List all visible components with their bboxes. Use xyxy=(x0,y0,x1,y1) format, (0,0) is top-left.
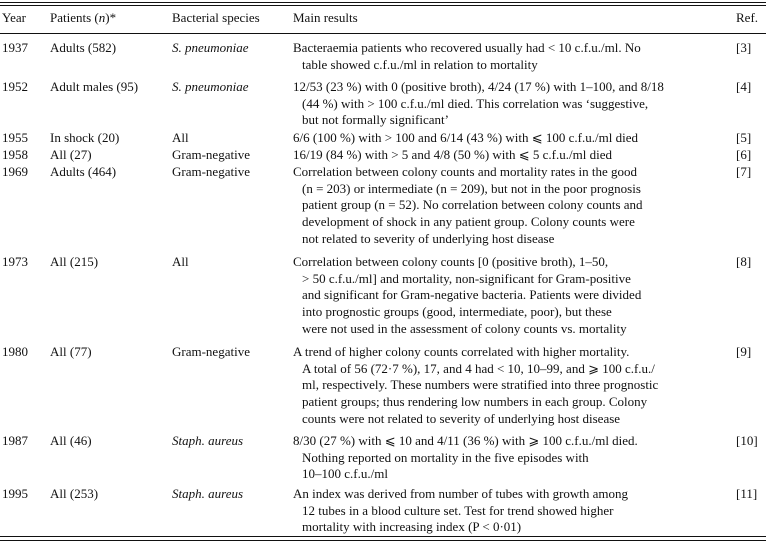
cell-results xyxy=(293,254,733,338)
cell-year: 1995 xyxy=(2,486,28,501)
result-line: mortality with increasing index (P < 0·01) xyxy=(302,519,522,535)
cell-patients: All (77) xyxy=(50,344,92,359)
result-line: not related to severity of underlying host disease xyxy=(302,230,555,246)
header-patients: Patients (n)* xyxy=(50,10,117,25)
result-line: counts were not related to severity of underlying host disease xyxy=(302,410,621,426)
cell-patients: All (253) xyxy=(50,486,99,501)
result-line: (n = 203) or intermediate (n = 209), but not in the poor prognosis xyxy=(302,180,641,196)
cell-results xyxy=(293,486,733,536)
result-line: ml, respectively. These numbers were stratified into three prognostic xyxy=(302,377,659,393)
header-results: Main results xyxy=(293,10,358,25)
cell-results xyxy=(293,147,733,164)
cell-species: All xyxy=(172,130,189,145)
result-line: Correlation between colony counts and mortality rates in the good xyxy=(293,164,638,179)
cell-species: Staph. aureus xyxy=(172,433,244,448)
cell-results xyxy=(293,344,733,428)
result-line: patient groups; thus rendering low numbers in each group. Colony xyxy=(302,394,648,410)
cell-species: Gram-negative xyxy=(172,344,250,359)
result-line: but not formally significant’ xyxy=(302,112,449,128)
result-line: Correlation between colony counts [0 (positive broth), 1–50, xyxy=(293,254,609,269)
cell-species: S. pneumoniae xyxy=(172,40,249,55)
result-line: patient group (n = 52). No correlation between colony counts and xyxy=(302,197,643,213)
header-year: Year xyxy=(2,10,26,25)
cell-ref: [5] xyxy=(736,130,752,145)
cell-patients: Adults (464) xyxy=(50,164,117,179)
bottom-rule-2 xyxy=(0,540,766,541)
cell-patients: In shock (20) xyxy=(50,130,120,145)
result-line: were not used in the assessment of colony counts vs. mortality xyxy=(302,320,627,336)
result-line: 12/53 (23 %) with 0 (positive broth), 4/24 (17 %) with 1–100, and 8/18 xyxy=(293,79,664,94)
cell-results xyxy=(293,130,733,147)
cell-patients: All (27) xyxy=(50,147,92,162)
cell-patients: All (215) xyxy=(50,254,99,269)
cell-year: 1973 xyxy=(2,254,28,269)
cell-year: 1980 xyxy=(2,344,28,359)
cell-species: Gram-negative xyxy=(172,164,250,179)
cell-year: 1952 xyxy=(2,79,28,94)
cell-results xyxy=(293,40,733,73)
cell-year: 1955 xyxy=(2,130,28,145)
top-rule-1 xyxy=(0,2,766,3)
result-line: into prognostic groups (good, intermediate, poor), but these xyxy=(302,304,612,320)
header-bacteria: Bacterial species xyxy=(172,10,260,25)
cell-ref: [9] xyxy=(736,344,752,359)
cell-results xyxy=(293,433,733,483)
result-line: 6/6 (100 %) with > 100 and 6/14 (43 %) with ⩽ 100 c.f.u./ml died xyxy=(293,130,638,145)
result-line: 12 tubes in a blood culture set. Test for trend showed higher xyxy=(302,502,614,518)
cell-year: 1969 xyxy=(2,164,28,179)
cell-ref: [11] xyxy=(736,486,758,501)
cell-ref: [4] xyxy=(736,79,752,94)
result-line: A total of 56 (72·7 %), 17, and 4 had < 10, 10–99, and ⩾ 100 c.f.u./ xyxy=(302,360,655,376)
result-line: Bacteraemia patients who recovered usually had < 10 c.f.u./ml. No xyxy=(293,40,641,55)
cell-results xyxy=(293,164,733,248)
cell-patients: Adults (582) xyxy=(50,40,117,55)
cell-species: Staph. aureus xyxy=(172,486,244,501)
header-ref: Ref. xyxy=(736,10,759,25)
top-rule-2 xyxy=(0,5,766,6)
result-line: Nothing reported on mortality in the five episodes with xyxy=(302,449,589,465)
bottom-rule-1 xyxy=(0,536,766,537)
cell-ref: [7] xyxy=(736,164,752,179)
result-line: and significant for Gram-negative bacteria. Patients were divided xyxy=(302,287,642,303)
cell-ref: [8] xyxy=(736,254,752,269)
cell-results xyxy=(293,79,733,129)
cell-species: Gram-negative xyxy=(172,147,250,162)
cell-year: 1958 xyxy=(2,147,28,162)
result-line: A trend of higher colony counts correlated with higher mortality. xyxy=(293,344,630,359)
result-line: (44 %) with > 100 c.f.u./ml died. This correlation was ‘suggestive, xyxy=(302,95,649,111)
cell-ref: [10] xyxy=(736,433,758,448)
result-line: development of shock in any patient group. Colony counts were xyxy=(302,214,635,230)
result-line: An index was derived from number of tubes with growth among xyxy=(293,486,629,501)
cell-species: All xyxy=(172,254,189,269)
header-rule xyxy=(0,33,766,34)
result-line: > 50 c.f.u./ml] and mortality, non-significant for Gram-positive xyxy=(302,270,631,286)
cell-year: 1987 xyxy=(2,433,28,448)
cell-year: 1937 xyxy=(2,40,28,55)
cell-ref: [3] xyxy=(736,40,752,55)
result-line: 8/30 (27 %) with ⩽ 10 and 4/11 (36 %) with ⩾ 100 c.f.u./ml died. xyxy=(293,433,638,448)
cell-ref: [6] xyxy=(736,147,752,162)
result-line: 16/19 (84 %) with > 5 and 4/8 (50 %) with ⩽ 5 c.f.u./ml died xyxy=(293,147,612,162)
cell-species: S. pneumoniae xyxy=(172,79,249,94)
cell-patients: Adult males (95) xyxy=(50,79,139,94)
cell-patients: All (46) xyxy=(50,433,92,448)
result-line: 10–100 c.f.u./ml xyxy=(302,466,388,482)
result-line: table showed c.f.u./ml in relation to mortality xyxy=(302,56,538,72)
